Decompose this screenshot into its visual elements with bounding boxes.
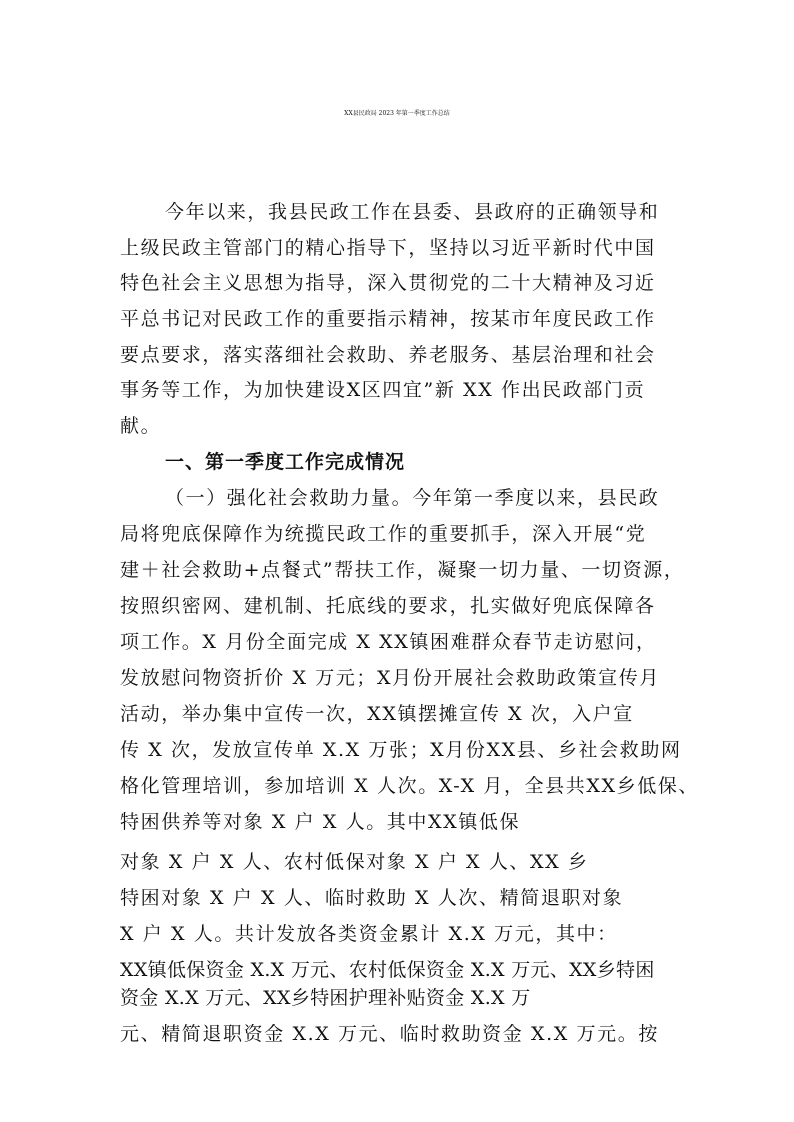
paragraph-line-intro-5: 要点要求，落实落细社会救助、养老服务、基层治理和社会 xyxy=(120,344,656,366)
paragraph-line-7: 活动，举办集中宣传一次，XX镇摆摊宣传 X 次，入户宣 xyxy=(120,703,634,725)
paragraph-line-intro-3: 特色社会主义思想为指导，深入贯彻党的二十大精神及习近 xyxy=(120,272,656,294)
paragraph-line-4: 按照织密网、建机制、托底线的要求，扎实做好兜底保障各 xyxy=(120,595,656,617)
paragraph-line-intro-7: 献。 xyxy=(120,415,162,437)
paragraph-line-9: 格化管理培训，参加培训 X 人次。X-X 月，全县共XX乡低保、 xyxy=(120,775,700,797)
paragraph-line-2: 局将兜底保障作为统揽民政工作的重要抓手，深入开展“党 xyxy=(120,523,647,545)
paragraph-line-3: 建＋社会救助+点餐式”帮扶工作，凝聚一切力量、一切资源， xyxy=(120,559,685,581)
paragraph-line-intro-2: 上级民政主管部门的精心指导下，坚持以习近平新时代中国 xyxy=(120,237,656,259)
paragraph-line-12: 特困对象 X 户 X 人、临时救助 X 人次、精简退职对象 xyxy=(120,887,624,909)
section-heading-1: 一、第一季度工作完成情况 xyxy=(165,451,406,473)
paragraph-line-5: 项工作。X 月份全面完成 X XX镇困难群众春节走访慰问， xyxy=(120,631,657,653)
paragraph-line-8: 传 X 次，发放宣传单 X.X 万张；X月份XX县、乡社会救助网 xyxy=(120,739,682,761)
paragraph-line-15: 资金 X.X 万元、XX乡特困护理补贴资金 X.X 万 xyxy=(120,987,531,1009)
paragraph-line-6: 发放慰问物资折价 X 万元；X月份开展社会救助政策宣传月 xyxy=(120,667,660,689)
document-title: XX县民政局 2023 年第一季度工作总结 xyxy=(344,110,450,117)
paragraph-line-11: 对象 X 户 X 人、农村低保对象 X 户 X 人、XX 乡 xyxy=(120,851,589,873)
paragraph-line-intro-4: 平总书记对民政工作的重要指示精神，按某市年度民政工作 xyxy=(120,308,656,330)
paragraph-line-14: XX镇低保资金 X.X 万元、农村低保资金 X.X 万元、XX乡特困 xyxy=(120,959,655,981)
paragraph-line-16: 元、精简退职资金 X.X 万元、临时救助资金 X.X 万元。按 xyxy=(120,1023,659,1045)
paragraph-line-13: X 户 X 人。共计发放各类资金累计 X.X 万元，其中： xyxy=(120,923,618,945)
paragraph-line-intro-6: 事务等工作，为加快建设X区四宜”新 XX 作出民政部门贡 xyxy=(120,379,646,401)
paragraph-line-1: （一）强化社会救助力量。今年第一季度以来，县民政 xyxy=(165,487,660,509)
paragraph-line-10: 特困供养等对象 X 户 X 人。其中XX镇低保 xyxy=(120,811,521,833)
paragraph-line-intro-1: 今年以来，我县民政工作在县委、县政府的正确领导和 xyxy=(165,201,660,223)
